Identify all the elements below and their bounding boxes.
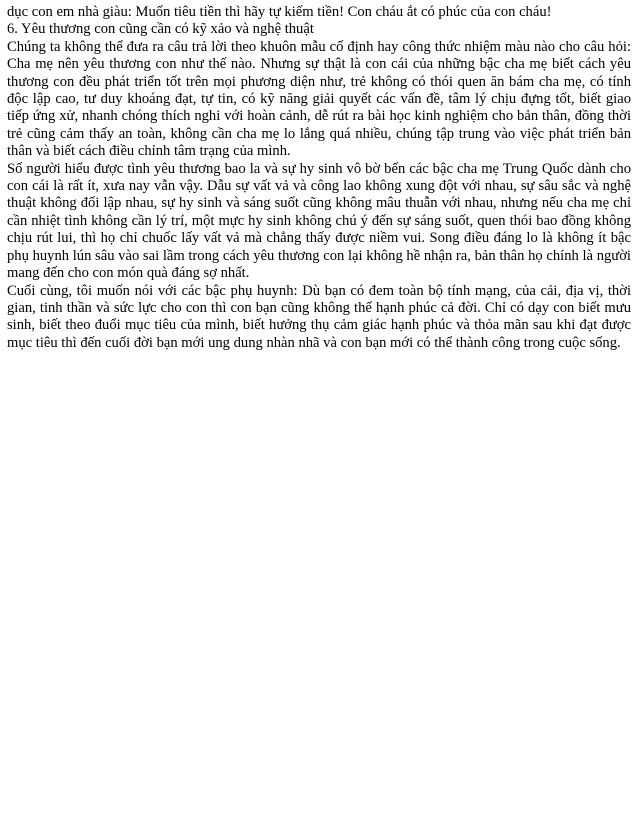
document-page: [7, 4, 631, 352]
section-heading: 6. Yêu thương con cũng cần có kỹ xảo và nghệ thuật: [7, 21, 314, 38]
paragraph-continuation: dục con em nhà giàu: Muốn tiêu tiền thì hãy tự kiếm tiền! Con cháu ắt có phúc của con cháu!: [7, 4, 552, 20]
paragraph: Cuối cùng, tôi muốn nói với các bậc phụ huynh: Dù bạn có đem toàn bộ tính mạng, của cải, địa vị, thời gian, tinh thần và sức lực cho con thì con bạn cũng không thể hạnh phúc cả đời. Chỉ có dạy con biết mưu sinh, biết theo đuổi mục tiêu của mình, biết hưởng thụ cảm giác hạnh phúc và thỏa mãn sau khi đạt được mục tiêu thì đến cuối đời bạn mới ung dung nhàn nhã và con bạn mới có thể thành công trong cuộc sống.: [7, 282, 631, 351]
paragraph: Số người hiểu được tình yêu thương bao la và sự hy sinh vô bờ bến các bậc cha mẹ Trung Quốc dành cho con cái là rất ít, xưa nay vẫn vậy. Dẫu sự vất vả và công lao không xung đột với nhau, sự sâu sắc và nghệ thuật không đối lập nhau, sự hy sinh và sáng suốt cũng không mâu thuẫn với nhau, nhưng nếu cha mẹ chỉ cần nhiệt tình không cần lý trí, một mực hy sinh không chú ý đến sự sáng suốt, quen thói bao đồng không chịu rút lui, thì họ chỉ chuốc lấy vất vả mà chẳng thấy được niềm vui. Song điều đáng lo là không ít bậc phụ huynh lún sâu vào sai lầm trong cách yêu thương con lại không hề nhận ra, bản thân họ chính là người mang đến cho con món quà đáng sợ nhất.: [7, 160, 631, 282]
paragraph: Chúng ta không thể đưa ra câu trả lời theo khuôn mẫu cố định hay công thức nhiệm màu nào cho câu hỏi: Cha mẹ nên yêu thương con như thế nào. Nhưng sự thật là con cái của những bậc cha mẹ biết cách yêu thương con đều phát triển tốt trên mọi phương diện như, trẻ không có thói quen ăn bám cha mẹ, có tính độc lập cao, tư duy khoáng đạt, tự tin, có kỹ năng giải quyết các vấn đề, tâm lý chịu đựng tốt, biết giao tiếp ứng xử, nhanh chóng thích nghi với hoàn cảnh, dễ rút ra bài học kinh nghiệm cho bản thân, đồng thời trẻ cũng cảm thấy an toàn, không cần cha mẹ lo lắng quá nhiều, chúng tập trung vào việc phát triển bản thân và biết cách điều chỉnh tâm trạng của mình.: [7, 38, 631, 160]
